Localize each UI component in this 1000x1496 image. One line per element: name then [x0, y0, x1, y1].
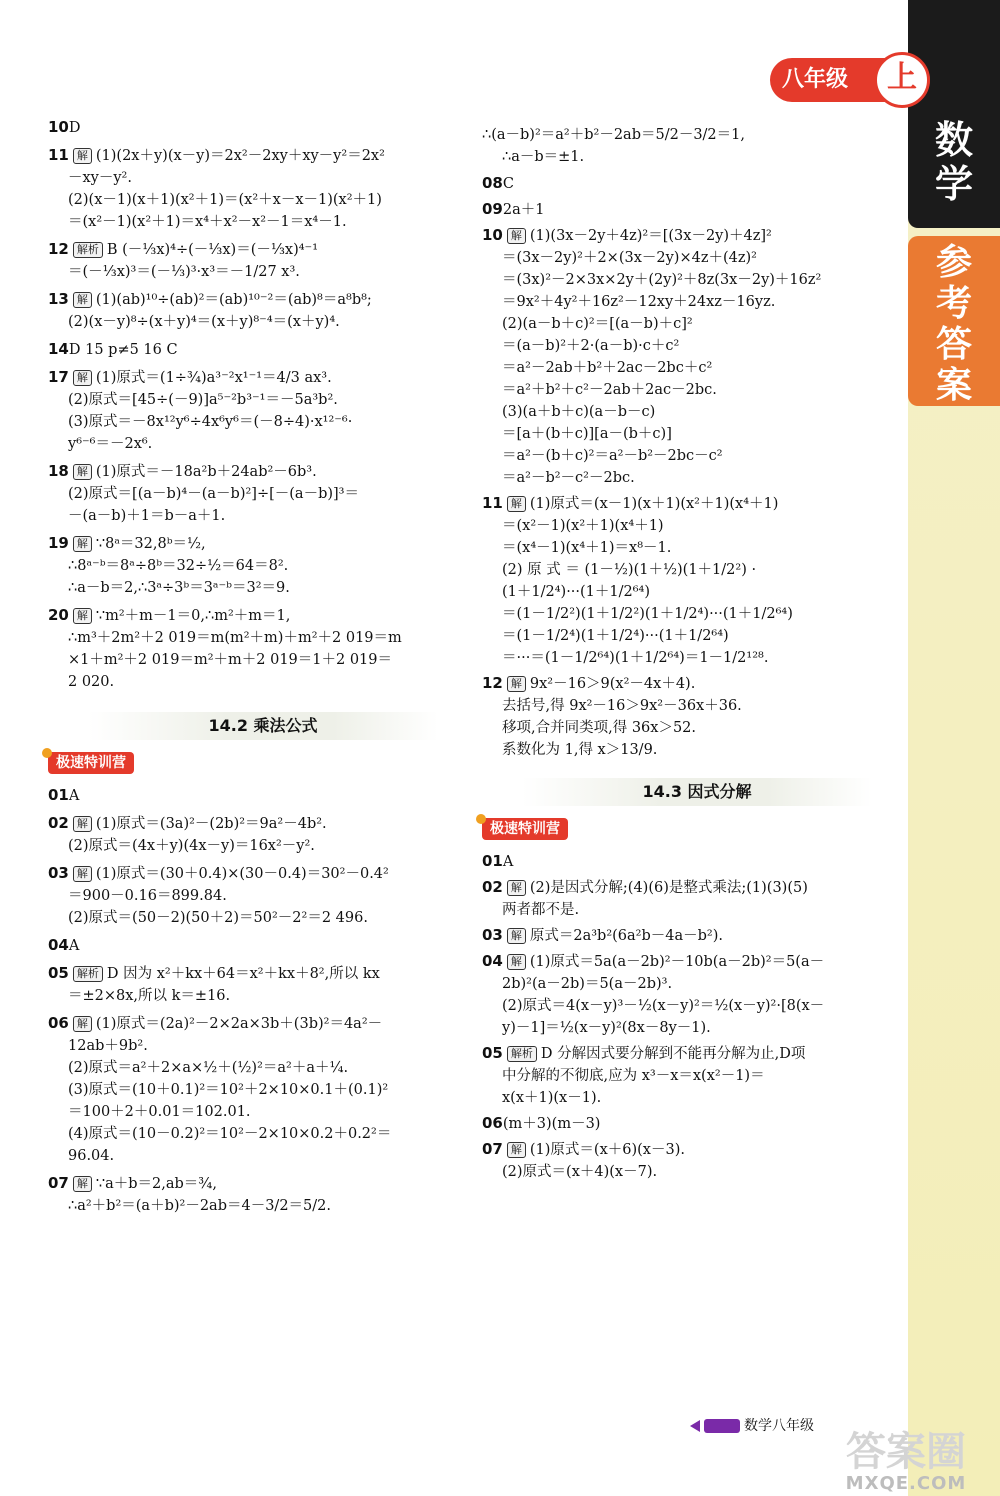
section-label: 参考答案: [935, 242, 972, 406]
answer-line: [482, 625, 892, 647]
answer-text: 12ab＋9b².: [68, 1038, 148, 1054]
answer-line: [48, 885, 458, 907]
answer-text: (2) 原 式 ＝ (1－½)(1＋½)(1＋1/2²) ·: [502, 562, 757, 578]
answer-item: [482, 672, 892, 761]
answer-text: 2 020.: [68, 674, 115, 690]
answer-text: ＝(a－b)²＋2·(a－b)·c＋c²: [502, 338, 680, 354]
answer-line: [482, 559, 892, 581]
answer-text: B (－⅓x)⁴÷(－⅓x)＝(－⅓x)⁴⁻¹: [106, 242, 319, 258]
answer-line: [48, 812, 458, 835]
answer-text: 2a＋1: [502, 202, 545, 218]
answer-line: [48, 532, 458, 555]
answer-line: [482, 924, 892, 947]
answer-text: 系数化为 1,得 x＞13/9.: [502, 742, 658, 758]
answer-text: (3)(a＋b＋c)(a－b－c): [502, 404, 656, 420]
answer-text: (2)原式＝(50－2)(50＋2)＝50²－2²＝2 496.: [68, 910, 368, 926]
answer-line: [482, 581, 892, 603]
answer-line: [48, 288, 458, 311]
answer-line: [48, 311, 458, 333]
answer-line: [482, 313, 892, 335]
answer-item: [48, 460, 458, 527]
answer-text: (2)原式＝a²＋2×a×½＋(½)²＝a²＋a＋¼.: [68, 1060, 349, 1076]
answer-line: [48, 411, 458, 433]
answer-line: [482, 537, 892, 559]
training-label: 极速特训营: [482, 818, 568, 840]
answer-line: [48, 211, 458, 233]
answer-item: [482, 198, 892, 221]
answer-item: [482, 1112, 892, 1135]
answer-text: －xy－y².: [68, 170, 132, 186]
solution-tag: 解: [507, 228, 526, 244]
answer-item: [48, 338, 458, 361]
solution-tag: 解: [73, 370, 92, 386]
question-number: 12: [482, 674, 503, 692]
answer-item: [48, 144, 458, 233]
watermark: [818, 1430, 994, 1494]
answer-line: [48, 389, 458, 411]
answer-line: [48, 505, 458, 527]
answer-line: [48, 671, 458, 693]
answer-text: y)－1]＝½(x－y)²(8x－8y－1).: [502, 1020, 711, 1036]
answer-line: [482, 124, 892, 146]
answer-text: 两者都不是.: [502, 902, 580, 918]
answer-line: [48, 934, 458, 957]
answer-text: ＝(3x)²－2×3x×2y＋(2y)²＋8z(3x－2y)＋16z²: [502, 272, 822, 288]
answer-item: [48, 784, 458, 807]
question-number: 07: [482, 1140, 503, 1158]
answer-line: [48, 907, 458, 929]
answer-item: [482, 850, 892, 873]
section-title: 14.2 乘法公式: [88, 712, 438, 740]
answer-line: [48, 1145, 458, 1167]
answer-text: ＝(x⁴－1)(x⁴＋1)＝x⁸－1.: [502, 540, 672, 556]
answer-text: ＝(x²－1)(x²＋1)＝x⁴＋x²－x²－1＝x⁴－1.: [68, 214, 347, 230]
question-number: 01: [48, 786, 69, 804]
answer-text: (1)原式＝(3a)²－(2b)²＝9a²－4b².: [95, 816, 327, 832]
answer-line: [482, 1042, 892, 1065]
arrow-left-icon: [690, 1420, 700, 1432]
answer-line: [48, 189, 458, 211]
answer-line: [48, 167, 458, 189]
answer-line: [48, 555, 458, 577]
answer-text: ＝···＝(1－1/2⁶⁴)(1＋1/2⁶⁴)＝1－1/2¹²⁸.: [502, 650, 769, 666]
question-number: 20: [48, 606, 69, 624]
answer-text: ∴8ᵃ⁻ᵇ＝8ᵃ÷8ᵇ＝32÷½＝64＝8².: [68, 558, 289, 574]
question-number: 19: [48, 534, 69, 552]
question-number: 10: [48, 118, 69, 136]
answer-item: [48, 1012, 458, 1167]
question-number: 04: [48, 936, 69, 954]
answer-text: ＝a²－(b＋c)²＝a²－b²－2bc－c²: [502, 448, 723, 464]
answer-item: [48, 366, 458, 455]
question-number: 11: [48, 146, 69, 164]
answer-line: [482, 876, 892, 899]
grade-label: 八年级: [782, 67, 849, 92]
answer-text: ＝9x²＋4y²＋16z²－12xy＋24xz－16yz.: [502, 294, 776, 310]
question-number: 07: [48, 1174, 69, 1192]
answer-line: [482, 1017, 892, 1039]
question-number: 17: [48, 368, 69, 386]
answer-text: (1＋1/2⁴)···(1＋1/2⁶⁴): [502, 584, 651, 600]
answer-line: [48, 1035, 458, 1057]
answer-text: ＝(－⅓x)³＝(－⅓)³·x³＝－1/27 x³.: [68, 264, 300, 280]
answer-text: (1)原式＝(x＋6)(x－3).: [529, 1142, 685, 1158]
question-number: 02: [48, 814, 69, 832]
answer-line: [48, 238, 458, 261]
answer-line: [482, 1112, 892, 1135]
answer-item: [48, 862, 458, 929]
answer-item: [48, 532, 458, 599]
answer-line: [482, 950, 892, 973]
answer-line: [48, 1057, 458, 1079]
answer-text: (2)(x－y)⁸÷(x＋y)⁴＝(x＋y)⁸⁻⁴＝(x＋y)⁴.: [68, 314, 340, 330]
answer-item: [48, 288, 458, 333]
answer-line: [482, 995, 892, 1017]
question-number: 03: [48, 864, 69, 882]
answer-line: [48, 962, 458, 985]
answer-text: A: [68, 938, 80, 954]
answer-line: [482, 291, 892, 313]
question-number: 11: [482, 494, 503, 512]
answer-line: [482, 247, 892, 269]
solution-tag: 解: [73, 866, 92, 882]
solution-tag: 解: [73, 608, 92, 624]
question-number: 13: [48, 290, 69, 308]
answer-item: [482, 924, 892, 947]
answer-item: [482, 172, 892, 195]
answer-item: [482, 492, 892, 669]
answer-line: [48, 1195, 458, 1217]
answer-text: ×1＋m²＋2 019＝m²＋m＋2 019＝1＋2 019＝: [68, 652, 393, 668]
footer-label: 数学八年级: [744, 1418, 814, 1434]
answer-line: [48, 1172, 458, 1195]
solution-tag: 解: [507, 1142, 526, 1158]
answer-line: [48, 1012, 458, 1035]
question-number: 01: [482, 852, 503, 870]
answer-text: ∴a－b＝±1.: [502, 149, 585, 165]
publisher-badge: [704, 1419, 740, 1433]
answer-line: [482, 492, 892, 515]
answer-line: [48, 577, 458, 599]
answer-text: ＝(1－1/2²)(1＋1/2²)(1＋1/2⁴)···(1＋1/2⁶⁴): [502, 606, 793, 622]
question-number: 08: [482, 174, 503, 192]
answer-text: (1)(ab)¹⁰÷(ab)²＝(ab)¹⁰⁻²＝(ab)⁸＝a⁸b⁸;: [95, 292, 372, 308]
answer-line: [482, 269, 892, 291]
answer-text: (1)原式＝(x－1)(x＋1)(x²＋1)(x⁴＋1): [529, 496, 779, 512]
answer-item: [482, 224, 892, 489]
answer-line: [482, 973, 892, 995]
answer-text: ＝a²－b²－c²－2bc.: [502, 470, 635, 486]
answer-line: [482, 850, 892, 873]
answer-text: (1)原式＝(30＋0.4)×(30－0.4)＝30²－0.4²: [95, 866, 389, 882]
question-number: 18: [48, 462, 69, 480]
answer-item: [482, 124, 892, 168]
answer-text: A: [68, 788, 80, 804]
answer-line: [48, 649, 458, 671]
answer-line: [482, 224, 892, 247]
answer-line: [482, 335, 892, 357]
answer-item: [48, 962, 458, 1007]
solution-tag: 解: [507, 954, 526, 970]
watermark-main: 答案圈: [846, 1429, 966, 1475]
answer-line: [482, 445, 892, 467]
solution-tag: 解析: [507, 1046, 537, 1062]
answer-line: [482, 515, 892, 537]
solution-tag: 解: [73, 1176, 92, 1192]
answer-text: (2)原式＝[45÷(－9)]a⁵⁻²b³⁻¹＝－5a³b².: [68, 392, 338, 408]
answer-text: 中分解的不彻底,应为 x³－x＝x(x²－1)＝: [502, 1068, 765, 1084]
answer-item: [48, 238, 458, 283]
answer-text: D 15 p≠5 16 C: [68, 342, 178, 358]
answer-text: y⁶⁻⁶＝－2x⁶.: [68, 436, 153, 452]
answer-line: [482, 357, 892, 379]
answer-item: [482, 1042, 892, 1109]
solution-tag: 解析: [73, 966, 103, 982]
answer-line: [48, 862, 458, 885]
answer-line: [482, 717, 892, 739]
answer-text: (1)(3x－2y＋4z)²＝[(3x－2y)＋4z]²: [529, 228, 772, 244]
answer-text: D: [68, 120, 81, 136]
question-number: 03: [482, 926, 503, 944]
answer-text: (1)原式＝－18a²b＋24ab²－6b³.: [95, 464, 317, 480]
term-label: 上: [887, 60, 917, 95]
solution-tag: 解: [507, 880, 526, 896]
answer-item: [482, 1138, 892, 1183]
answer-line: [482, 379, 892, 401]
answer-line: [48, 985, 458, 1007]
answer-text: ∴m³＋2m²＋2 019＝m(m²＋m)＋m²＋2 019＝m: [68, 630, 402, 646]
answer-text: 2b)²(a－2b)＝5(a－2b)³.: [502, 976, 673, 992]
solution-tag: 解: [73, 536, 92, 552]
answer-text: (2)(a－b＋c)²＝[(a－b)＋c]²: [502, 316, 693, 332]
answer-text: ＝(x²－1)(x²＋1)(x⁴＋1): [502, 518, 664, 534]
answer-text: ＝900－0.16＝899.84.: [68, 888, 227, 904]
answer-item: [48, 116, 458, 139]
answer-text: ∴a²＋b²＝(a＋b)²－2ab＝4－3/2＝5/2.: [68, 1198, 331, 1214]
answer-text: (1)(2x＋y)(x－y)＝2x²－2xy＋xy－y²＝2x²: [95, 148, 385, 164]
answer-text: (1)原式＝5a(a－2b)²－10b(a－2b)²＝5(a－: [529, 954, 825, 970]
answer-text: (2)是因式分解;(4)(6)是整式乘法;(1)(3)(5): [529, 880, 808, 896]
answer-line: [48, 144, 458, 167]
answer-text: (1)原式＝(1÷¾)a³⁻²x¹⁻¹＝4/3 ax³.: [95, 370, 332, 386]
answer-item: [482, 876, 892, 921]
question-number: 10: [482, 226, 503, 244]
answer-text: C: [502, 176, 514, 192]
answer-text: 96.04.: [68, 1148, 115, 1164]
solution-tag: 解析: [73, 242, 103, 258]
answer-line: [48, 433, 458, 455]
answer-text: －(a－b)＋1＝b－a＋1.: [68, 508, 226, 524]
answer-text: 9x²－16＞9(x²－4x＋4).: [529, 676, 696, 692]
answer-item: [48, 934, 458, 957]
answer-text: ∵8ᵃ＝32,8ᵇ＝½,: [95, 536, 206, 552]
answer-text: ∵a＋b＝2,ab＝¾,: [95, 1176, 217, 1192]
answer-text: (2)原式＝4(x－y)³－½(x－y)²＝½(x－y)²·[8(x－: [502, 998, 825, 1014]
answer-line: [48, 604, 458, 627]
training-label: 极速特训营: [48, 752, 134, 774]
answer-line: [482, 672, 892, 695]
answer-line: [48, 338, 458, 361]
question-number: 06: [48, 1014, 69, 1032]
solution-tag: 解: [507, 496, 526, 512]
answer-line: [48, 627, 458, 649]
answer-line: [482, 899, 892, 921]
answer-line: [48, 116, 458, 139]
answer-text: 原式＝2a³b²(6a²b－4a－b²).: [529, 928, 724, 944]
question-number: 12: [48, 240, 69, 258]
solution-tag: 解: [73, 292, 92, 308]
answer-text: D 分解因式要分解到不能再分解为止,D项: [540, 1046, 806, 1062]
answer-item: [482, 950, 892, 1039]
answer-text: A: [502, 854, 514, 870]
answer-text: ＝(1－1/2⁴)(1＋1/2⁴)···(1＋1/2⁶⁴): [502, 628, 729, 644]
question-number: 09: [482, 200, 503, 218]
answer-text: ＝±2×8x,所以 k＝±16.: [68, 988, 231, 1004]
answer-line: [482, 647, 892, 669]
answer-line: [48, 835, 458, 857]
answer-text: ＝(3x－2y)²＋2×(3x－2y)×4z＋(4z)²: [502, 250, 757, 266]
answer-text: (4)原式＝(10－0.2)²＝10²－2×10×0.2＋0.2²＝: [68, 1126, 392, 1142]
answer-line: [482, 1138, 892, 1161]
answer-text: (2)原式＝[(a－b)⁴－(a－b)²]÷[－(a－b)]³＝: [68, 486, 359, 502]
question-number: 14: [48, 340, 69, 358]
watermark-url: MXQE.COM: [845, 1473, 967, 1494]
solution-tag: 解: [507, 928, 526, 944]
solution-tag: 解: [73, 1016, 92, 1032]
answer-line: [482, 172, 892, 195]
answer-text: D 因为 x²＋kx＋64＝x²＋kx＋8²,所以 kx: [106, 966, 380, 982]
answer-text: x(x＋1)(x－1).: [502, 1090, 602, 1106]
answer-text: ＝a²＋b²＋c²－2ab＋2ac－2bc.: [502, 382, 717, 398]
answer-line: [482, 1087, 892, 1109]
subject-label: 数学: [934, 118, 973, 206]
question-number: 05: [482, 1044, 503, 1062]
solution-tag: 解: [73, 816, 92, 832]
answer-line: [482, 739, 892, 761]
question-number: 02: [482, 878, 503, 896]
answer-text: (m＋3)(m－3): [502, 1116, 601, 1132]
answer-item: [48, 604, 458, 693]
answer-text: ∴(a－b)²＝a²＋b²－2ab＝5/2－3/2＝1,: [482, 127, 745, 143]
answer-text: (3)原式＝(10＋0.1)²＝10²＋2×10×0.1＋(0.1)²: [68, 1082, 389, 1098]
answer-text: ＝100＋2＋0.01＝102.01.: [68, 1104, 251, 1120]
answer-line: [482, 146, 892, 168]
answer-line: [48, 1079, 458, 1101]
answer-text: (3)原式＝－8x¹²y⁶÷4x⁶y⁶＝(－8÷4)·x¹²⁻⁶·: [68, 414, 353, 430]
answer-text: 移项,合并同类项,得 36x＞52.: [502, 720, 697, 736]
answer-line: [482, 401, 892, 423]
answer-line: [48, 261, 458, 283]
answer-line: [48, 1101, 458, 1123]
answer-item: [48, 812, 458, 857]
solution-tag: 解: [73, 148, 92, 164]
page-footer: [690, 1414, 814, 1438]
answer-text: ＝[a＋(b＋c)][a－(b＋c)]: [502, 426, 672, 442]
answer-line: [482, 1065, 892, 1087]
answer-line: [48, 460, 458, 483]
answer-line: [482, 423, 892, 445]
answer-text: (1)原式＝(2a)²－2×2a×3b＋(3b)²＝4a²－: [95, 1016, 383, 1032]
answer-text: 去括号,得 9x²－16＞9x²－36x＋36.: [502, 698, 742, 714]
answer-line: [482, 695, 892, 717]
answer-line: [48, 1123, 458, 1145]
answer-text: (2)原式＝(4x＋y)(4x－y)＝16x²－y².: [68, 838, 315, 854]
question-number: 05: [48, 964, 69, 982]
answer-text: ∴a－b＝2,∴3ᵃ÷3ᵇ＝3ᵃ⁻ᵇ＝3²＝9.: [68, 580, 290, 596]
answer-text: ∵m²＋m－1＝0,∴m²＋m＝1,: [95, 608, 291, 624]
solution-tag: 解: [73, 464, 92, 480]
answer-text: ＝a²－2ab＋b²＋2ac－2bc＋c²: [502, 360, 713, 376]
answer-item: [48, 1172, 458, 1217]
answer-line: [48, 366, 458, 389]
section-title: 14.3 因式分解: [522, 778, 872, 806]
answer-line: [482, 1161, 892, 1183]
answer-text: (2)(x－1)(x＋1)(x²＋1)＝(x²＋x－x－1)(x²＋1): [68, 192, 382, 208]
answer-line: [482, 603, 892, 625]
answer-line: [482, 198, 892, 221]
answer-line: [48, 784, 458, 807]
question-number: 06: [482, 1114, 503, 1132]
answer-line: [48, 483, 458, 505]
answer-text: (2)原式＝(x＋4)(x－7).: [502, 1164, 658, 1180]
solution-tag: 解: [507, 676, 526, 692]
question-number: 04: [482, 952, 503, 970]
answer-line: [482, 467, 892, 489]
